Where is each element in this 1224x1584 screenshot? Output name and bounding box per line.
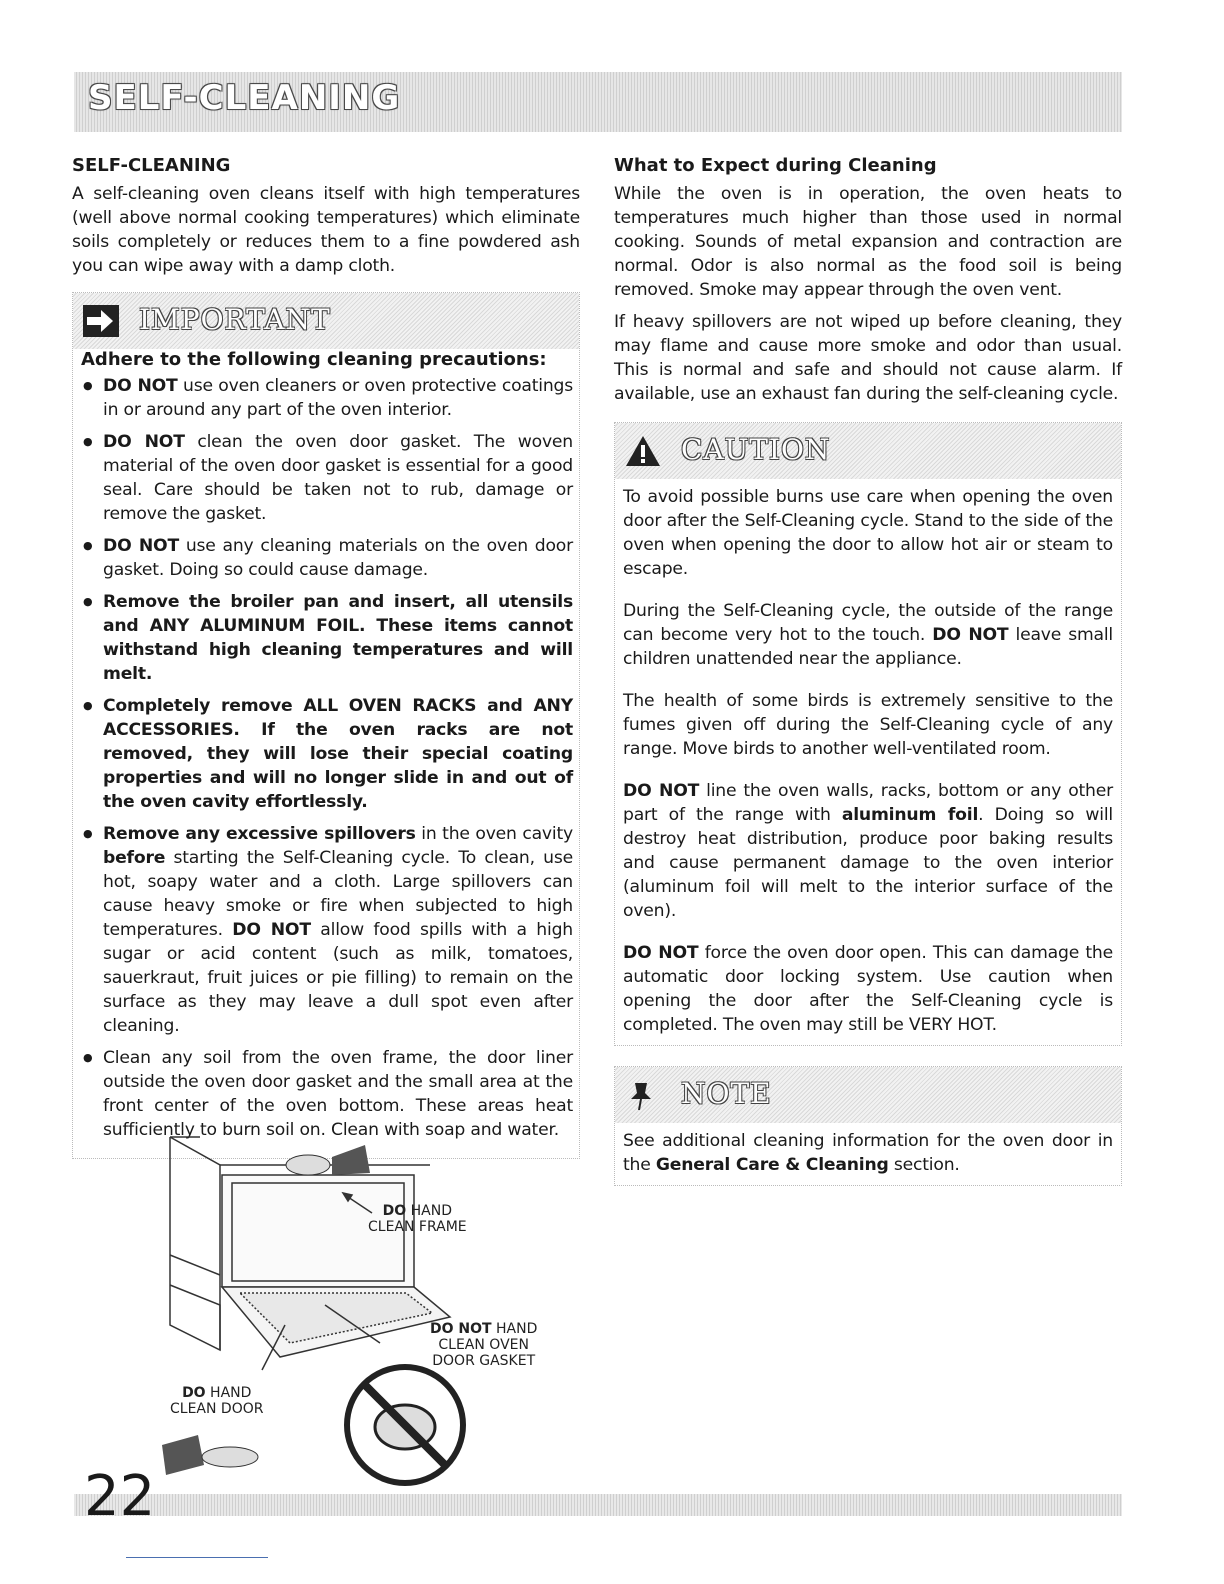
important-box [72,292,580,1159]
label-clean-frame: DO HAND CLEAN FRAME [368,1203,467,1235]
label-do-not-clean-gasket: DO NOT HAND CLEAN OVEN DOOR GASKET [430,1321,538,1369]
caution-header [615,423,1121,479]
list-item: ● DO NOT clean the oven door gasket. The woven material of the oven door gasket is essential for a good seal. Care should be taken not to rub, damage or remove the gasket. [81,430,573,526]
list-item: ● Completely remove ALL OVEN RACKS and ANY ACCESSORIES. If the oven racks are not removed, they will lose their special coating properties and will no longer slide in and out of the oven cavity effortlessly. [81,694,573,814]
page-number: 22 [84,1464,156,1529]
footer-rule [126,1557,268,1558]
list-item: ● DO NOT use any cleaning materials on the oven door gasket. Doing so could cause damage. [81,534,573,582]
section-title: SELF-CLEANING [88,78,401,118]
caution-body [615,479,1121,1045]
list-item: ● Remove the broiler pan and insert, all utensils and ANY ALUMINUM FOIL. These items cannot withstand high cleaning temperatures and will melt. [81,590,573,686]
caution-paragraph: During the Self-Cleaning cycle, the outside of the range can become very hot to the touch. DO NOT leave small children unattended near the appliance. [623,601,1113,669]
list-item: ● Clean any soil from the oven frame, the door liner outside the oven door gasket and the small area at the front center of the oven bottom. These areas heat sufficiently to burn soil on. Clean with soap and water. [81,1046,573,1142]
expect-paragraph-1: While the oven is in operation, the oven heats to temperatures much higher than those used in normal cooking. Sounds of metal expansion and contraction are normal. Odor is also normal as the food soil is being removed. Smoke may appear through the oven vent. [614,184,1122,300]
warning-icon [625,435,661,467]
section-banner [74,72,1122,132]
right-column [614,155,1122,1186]
caution-paragraph: The health of some birds is extremely sensitive to the fumes given off during the Self-Cleaning cycle of any range. Move birds to another well-ventilated room. [623,691,1113,759]
caution-title: CAUTION [681,433,831,466]
left-column [72,155,580,1159]
important-title: IMPORTANT [139,303,331,336]
important-lead: Adhere to the following cleaning precautions: [81,349,547,370]
expect-paragraph-2: If heavy spillovers are not wiped up before cleaning, they may flame and cause more smoke and odor than usual. This is normal and safe and should not cause alarm. If available, use an exhaust fan during the self-cleaning cycle. [614,312,1122,404]
note-header [615,1067,1121,1123]
oven-drawing [160,1135,580,1495]
caution-paragraph: To avoid possible burns use care when opening the oven door after the Self-Cleaning cycle. Stand to the side of the oven when opening the door to allow hot air or steam to escape. [623,487,1113,579]
note-title: NOTE [681,1077,772,1110]
right-heading: What to Expect during Cleaning [614,155,937,176]
note-paragraph: See additional cleaning information for the oven door in the General Care & Cleaning section. [623,1131,1113,1175]
oven-illustration [160,1135,580,1495]
list-item: ● Remove any excessive spillovers in the oven cavity before starting the Self-Cleaning cycle. To clean, use hot, soapy water and a cloth. Large spillovers can cause heavy smoke or fire when subjected to high temperatures. DO NOT allow food spills with a high sugar or acid content (such as milk, tomatoes, sauerkraut, fruit juices or pie filling) to remain on the surface as they may leave a dull spot even after cleaning. [81,822,573,1038]
note-body [615,1123,1121,1185]
intro-paragraph: A self-cleaning oven cleans itself with high temperatures (well above normal cooking temperatures) which eliminate soils completely or reduces them to a fine powdered ash you can wipe away with a damp cloth. [72,184,580,276]
caution-paragraph: DO NOT force the oven door open. This can damage the automatic door locking system. Use caution when opening the door after the Self-Cleaning cycle is completed. The oven may still be VERY HOT. [623,943,1113,1035]
note-box [614,1066,1122,1186]
caution-box [614,422,1122,1046]
important-header [73,293,579,349]
label-clean-door: DO HAND CLEAN DOOR [170,1385,264,1417]
caution-paragraph: DO NOT line the oven walls, racks, bottom or any other part of the range with aluminum foil. Doing so will destroy heat distribution, produce poor baking results and cause permanent damage to the oven interior (aluminum foil will melt to the interior surface of the oven). [623,781,1113,921]
left-heading: SELF-CLEANING [72,155,231,176]
precautions-list [73,374,579,1158]
footer-bar [74,1494,1122,1516]
pushpin-icon [625,1079,661,1111]
arrow-right-icon [83,305,119,337]
list-item: ● DO NOT use oven cleaners or oven protective coatings in or around any part of the oven interior. [81,374,573,422]
